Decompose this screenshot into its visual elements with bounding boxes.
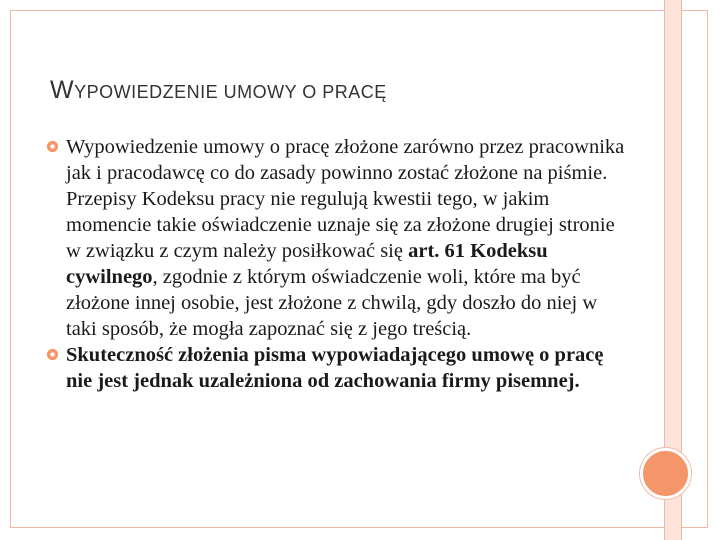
- bullet-text-continued: , zgodnie z którym oświadczenie woli, które ma być złożone innej osobie, jest złożone z chwilą, gdy doszło do niej w taki sposób, że mogła zapoznać się z jego treścią.: [66, 266, 598, 340]
- bullet-text: Wypowiedzenie umowy o pracę złożone zarówno przez pracownika jak i pracodawcę co do zasady powinno zostać złożone na piśmie. Przepisy Kodeksu pracy nie regulują kwestii tego, w jakim momencie takie oświadczenie uznaje się za złożone drugiej stronie w związku z czym należy posiłkować się: [66, 136, 625, 262]
- bullet-text: Skuteczność złożenia pisma wypowiadającego umowę o pracę nie jest jednak uzależniona od zachowania firmy pisemnej.: [66, 344, 604, 392]
- circle-dot-icon: [46, 348, 59, 361]
- bullet-paragraph: [46, 134, 626, 342]
- decorative-circle: [640, 448, 691, 499]
- slide-content: [46, 134, 626, 394]
- legal-reference: art. 61 Kodeksu cywilnego: [66, 240, 548, 288]
- bullet-paragraph: [46, 342, 626, 394]
- slide-title-rest: YPOWIEDZENIE UMOWY O PRACĘ: [74, 82, 387, 102]
- slide-title: [50, 76, 387, 105]
- slide-title-initial: W: [50, 76, 75, 104]
- circle-dot-icon: [46, 140, 59, 153]
